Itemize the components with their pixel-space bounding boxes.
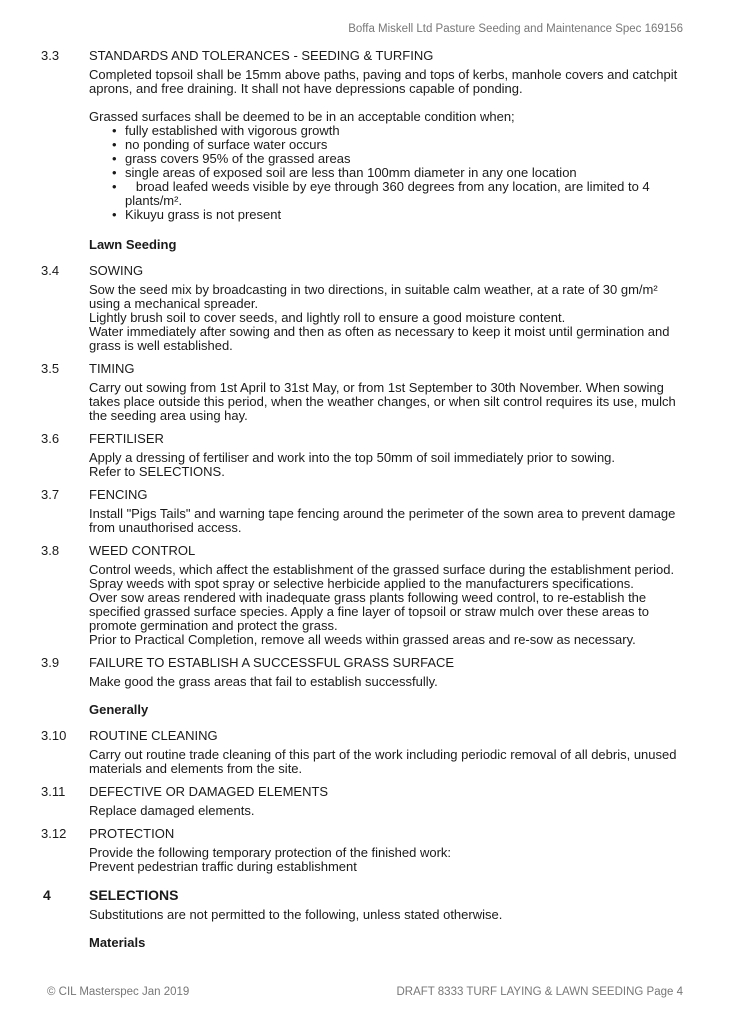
clause-3-5 bbox=[0, 362, 731, 423]
subheading-generally: Generally bbox=[89, 702, 149, 717]
clause-number: 3.12 bbox=[41, 826, 67, 841]
paragraph: Provide the following temporary protection of the finished work: bbox=[89, 845, 452, 860]
bullet-list bbox=[89, 124, 684, 222]
list-item: • no ponding of surface water occurs bbox=[89, 138, 684, 152]
list-item: • single areas of exposed soil are less than 100mm diameter in any one location bbox=[89, 166, 684, 180]
clause-title: SOWING bbox=[89, 263, 144, 278]
clause-3-8 bbox=[0, 544, 731, 647]
paragraph: Prevent pedestrian traffic during establishment bbox=[89, 859, 357, 874]
clause-3-11 bbox=[0, 785, 731, 818]
clause-body bbox=[89, 748, 684, 776]
paragraph: Make good the grass areas that fail to establish successfully. bbox=[89, 674, 438, 689]
footer-page-info: DRAFT 8333 TURF LAYING & LAWN SEEDING Page 4 bbox=[396, 986, 683, 998]
footer-copyright: © CIL Masterspec Jan 2019 bbox=[47, 986, 190, 998]
clause-3-7 bbox=[0, 488, 731, 535]
paragraph: Completed topsoil shall be 15mm above paths, paving and tops of kerbs, manhole covers and catchpit aprons, and free draining. It shall not have depressions capable of ponding. bbox=[89, 67, 678, 96]
paragraph: Lightly brush soil to cover seeds, and lightly roll to ensure a good moisture content. bbox=[89, 310, 566, 325]
clause-body bbox=[89, 563, 684, 647]
clause-body bbox=[89, 68, 684, 222]
paragraph: Carry out routine trade cleaning of this part of the work including periodic removal of all debris, unused materials and elements from the site. bbox=[89, 747, 677, 776]
clause-number: 3.4 bbox=[41, 263, 60, 278]
paragraph: Replace damaged elements. bbox=[89, 803, 255, 818]
clause-3-9 bbox=[0, 656, 731, 689]
paragraph: Water immediately after sowing and then as often as necessary to keep it moist until germination and grass is well established. bbox=[89, 324, 670, 353]
clause-number: 3.10 bbox=[41, 728, 67, 743]
clause-title: PROTECTION bbox=[89, 826, 175, 841]
paragraph: Sow the seed mix by broadcasting in two directions, in suitable calm weather, at a rate of 30 gm/m² using a mechanical spreader. bbox=[89, 282, 658, 311]
clause-body bbox=[89, 381, 684, 423]
document-body bbox=[0, 49, 731, 950]
paragraph: Spray weeds with spot spray or selective herbicide applied to the manufacturers specifications. bbox=[89, 576, 634, 591]
paragraph: Apply a dressing of fertiliser and work into the top 50mm of soil immediately prior to sowing. bbox=[89, 450, 616, 465]
clause-title: DEFECTIVE OR DAMAGED ELEMENTS bbox=[89, 784, 329, 799]
clause-title: ROUTINE CLEANING bbox=[89, 728, 218, 743]
clause-title: FENCING bbox=[89, 487, 148, 502]
clause-body bbox=[89, 283, 684, 353]
clause-title: WEED CONTROL bbox=[89, 543, 196, 558]
section-4-selections bbox=[0, 888, 731, 922]
clause-title: FAILURE TO ESTABLISH A SUCCESSFUL GRASS SURFACE bbox=[89, 655, 455, 670]
clause-body bbox=[89, 846, 684, 874]
list-item: • fully established with vigorous growth bbox=[89, 124, 684, 138]
section-number: 4 bbox=[43, 887, 51, 903]
clause-3-12 bbox=[0, 827, 731, 874]
clause-number: 3.8 bbox=[41, 543, 60, 558]
clause-body bbox=[89, 507, 684, 535]
clause-body bbox=[89, 451, 684, 479]
paragraph: Over sow areas rendered with inadequate grass plants following weed control, to re-establish the specified grassed surface species. Apply a fine layer of topsoil or straw mulch over these areas to promote germination and protect the grass. bbox=[89, 590, 650, 633]
subheading-materials: Materials bbox=[89, 935, 146, 950]
section-body bbox=[89, 908, 684, 922]
list-item: • Kikuyu grass is not present bbox=[89, 208, 684, 222]
clause-number: 3.3 bbox=[41, 48, 60, 63]
clause-number: 3.9 bbox=[41, 655, 60, 670]
clause-number: 3.6 bbox=[41, 431, 60, 446]
list-item: • broad leafed weeds visible by eye through 360 degrees from any location, are limited to 4 plants/m². bbox=[89, 180, 684, 208]
clause-3-4 bbox=[0, 264, 731, 353]
clause-title: TIMING bbox=[89, 361, 135, 376]
paragraph: Substitutions are not permitted to the following, unless stated otherwise. bbox=[89, 907, 503, 922]
paragraph: Control weeds, which affect the establishment of the grassed surface during the establishment period. bbox=[89, 562, 675, 577]
paragraph: Prior to Practical Completion, remove all weeds within grassed areas and re-sow as necessary. bbox=[89, 632, 636, 647]
paragraph: Carry out sowing from 1st April to 31st May, or from 1st September to 30th November. When sowing takes place outside this period, when the weather changes, or when silt control requires its use, mulch the seeding area using hay. bbox=[89, 380, 676, 423]
clause-3-3 bbox=[0, 49, 731, 222]
clause-number: 3.5 bbox=[41, 361, 60, 376]
clause-title: FERTILISER bbox=[89, 431, 164, 446]
clause-title: STANDARDS AND TOLERANCES - SEEDING & TURFING bbox=[89, 48, 434, 63]
paragraph: Install "Pigs Tails" and warning tape fencing around the perimeter of the sown area to prevent damage from unauthorised access. bbox=[89, 506, 676, 535]
page-header: Boffa Miskell Ltd Pasture Seeding and Maintenance Spec 169156 bbox=[348, 23, 683, 35]
list-item: • grass covers 95% of the grassed areas bbox=[89, 152, 684, 166]
clause-number: 3.7 bbox=[41, 487, 60, 502]
clause-3-6 bbox=[0, 432, 731, 479]
section-title: SELECTIONS bbox=[89, 887, 179, 903]
paragraph: Grassed surfaces shall be deemed to be in an acceptable condition when; bbox=[89, 109, 515, 124]
clause-body bbox=[89, 675, 684, 689]
paragraph: Refer to SELECTIONS. bbox=[89, 464, 225, 479]
clause-body bbox=[89, 804, 684, 818]
subheading-lawn-seeding: Lawn Seeding bbox=[89, 237, 177, 252]
clause-number: 3.11 bbox=[41, 784, 66, 799]
clause-3-10 bbox=[0, 729, 731, 776]
